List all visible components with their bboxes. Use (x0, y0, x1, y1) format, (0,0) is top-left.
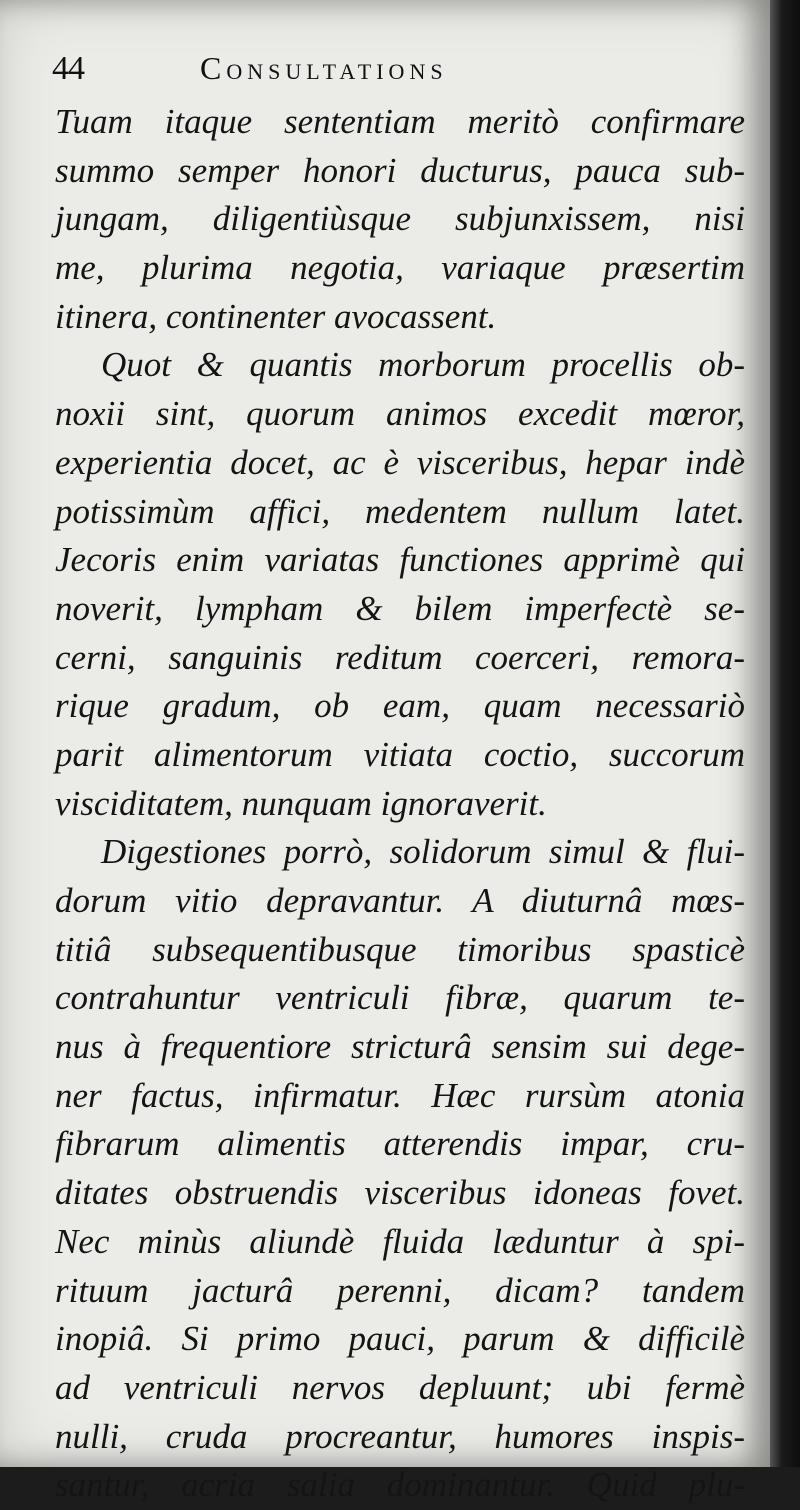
text-line: fibrarum alimentis atterendis impar, cru- (55, 1124, 745, 1164)
text-line: Nec minùs aliundè fluida læduntur à spi- (55, 1221, 745, 1261)
page-number: 44 (52, 50, 84, 87)
text-line: itinera, continenter avocassent. (55, 296, 497, 336)
text-line: santur, acria salia dominantur. Quid plu- (55, 1465, 745, 1505)
text-line: noxii sint, quorum animos excedit mœror, (55, 394, 745, 434)
text-line: parit alimentorum vitiata coctio, succorum (55, 734, 745, 774)
text-line: experientia docet, ac è visceribus, hepar indè (55, 442, 745, 482)
text-line: noverit, lympham & bilem imperfectè se- (55, 588, 745, 628)
text-line: Tuam itaque sententiam meritò confirmare (55, 102, 745, 141)
text-line: rique gradum, ob eam, quam necessariò (55, 686, 745, 726)
page-header (52, 44, 752, 94)
text-line: jungam, diligentiùsque subjunxissem, nisi (55, 199, 745, 239)
text-line: Digestiones porrò, solidorum simul & flui- (101, 832, 745, 872)
text-line: ad ventriculi nervos depluunt; ubi fermè (55, 1367, 745, 1407)
text-line: summo semper honori ducturus, pauca sub- (55, 150, 745, 190)
text-line: rituum jacturâ perenni, dicam? tandem (55, 1270, 745, 1310)
text-line: inopiâ. Si primo pauci, parum & difficilè (55, 1319, 745, 1359)
text-line: titiâ subsequentibusque timoribus spasticè (55, 929, 745, 969)
text-line: Quot & quantis morborum procellis ob- (101, 345, 745, 385)
text-line: nus à frequentiore stricturâ sensim sui dege- (55, 1027, 745, 1067)
text-line: ditates obstruendis visceribus idoneas fovet. (55, 1173, 745, 1213)
text-line: visciditatem, nunquam ignoraverit. (55, 783, 547, 823)
text-line: cerni, sanguinis reditum coerceri, remora- (55, 637, 745, 677)
text-line: contrahuntur ventriculi fibræ, quarum te- (55, 978, 745, 1018)
text-line: ner factus, infirmatur. Hæc rursùm atonia (55, 1075, 745, 1115)
body-text (55, 98, 745, 1510)
running-title: Consultations (200, 50, 448, 86)
text-line: me, plurima negotia, variaque præsertim (55, 248, 745, 288)
text-line: Jecoris enim variatas functiones apprimè qui (55, 540, 745, 580)
text-line: dorum vitio depravantur. A diuturnâ mœs- (55, 881, 745, 920)
text-line: nulli, cruda procreantur, humores inspis- (55, 1416, 745, 1456)
text-line: potissimùm affici, medentem nullum latet. (55, 491, 745, 531)
page-edge-shadow (770, 0, 800, 1467)
